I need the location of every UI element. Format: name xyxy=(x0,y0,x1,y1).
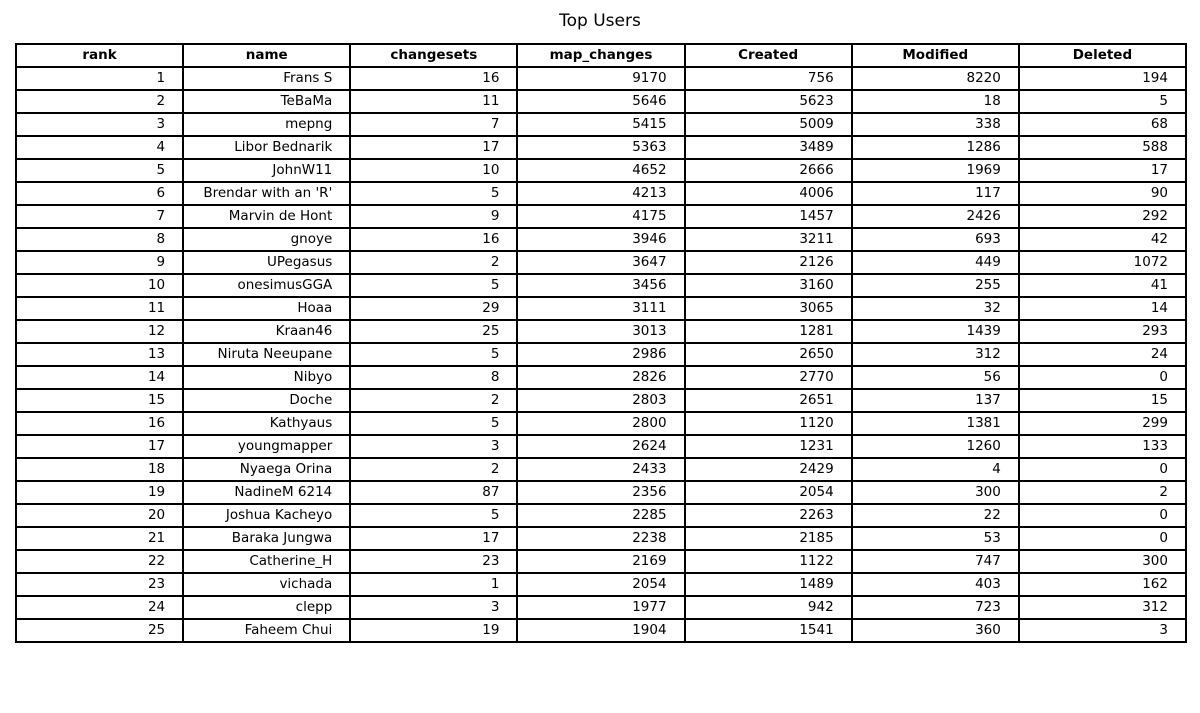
table-row xyxy=(16,596,1186,619)
table-cell-rank: 4 xyxy=(16,136,183,159)
table-cell-name: Kraan46 xyxy=(183,320,350,343)
table-cell-deleted: 17 xyxy=(1019,159,1186,182)
table-cell-deleted: 2 xyxy=(1019,481,1186,504)
table-cell-changesets: 17 xyxy=(350,136,517,159)
table-cell-map-changes: 2826 xyxy=(517,366,684,389)
table-row xyxy=(16,90,1186,113)
table-cell-deleted: 1072 xyxy=(1019,251,1186,274)
table-row xyxy=(16,297,1186,320)
table-cell-name: onesimusGGA xyxy=(183,274,350,297)
column-header-deleted: Deleted xyxy=(1019,44,1186,67)
table-cell-deleted: 194 xyxy=(1019,67,1186,90)
table-row xyxy=(16,435,1186,458)
table-cell-deleted: 0 xyxy=(1019,458,1186,481)
table-cell-rank: 25 xyxy=(16,619,183,642)
table-cell-deleted: 5 xyxy=(1019,90,1186,113)
table-cell-name: JohnW11 xyxy=(183,159,350,182)
table-cell-rank: 1 xyxy=(16,67,183,90)
table-cell-changesets: 3 xyxy=(350,435,517,458)
table-cell-map-changes: 4175 xyxy=(517,205,684,228)
table-cell-name: Baraka Jungwa xyxy=(183,527,350,550)
table-cell-map-changes: 4213 xyxy=(517,182,684,205)
table-cell-rank: 7 xyxy=(16,205,183,228)
table-cell-name: clepp xyxy=(183,596,350,619)
table-row xyxy=(16,182,1186,205)
table-cell-map-changes: 3111 xyxy=(517,297,684,320)
table-row xyxy=(16,458,1186,481)
table-cell-map-changes: 2624 xyxy=(517,435,684,458)
table-cell-modified: 360 xyxy=(852,619,1019,642)
column-header-name: name xyxy=(183,44,350,67)
table-row xyxy=(16,136,1186,159)
table-cell-rank: 20 xyxy=(16,504,183,527)
table-cell-created: 2054 xyxy=(685,481,852,504)
table-row xyxy=(16,159,1186,182)
table-cell-rank: 6 xyxy=(16,182,183,205)
table-cell-created: 2770 xyxy=(685,366,852,389)
table-cell-rank: 23 xyxy=(16,573,183,596)
table-cell-created: 5009 xyxy=(685,113,852,136)
table-cell-name: Niruta Neeupane xyxy=(183,343,350,366)
column-header-modified: Modified xyxy=(852,44,1019,67)
table-cell-created: 1281 xyxy=(685,320,852,343)
table-row xyxy=(16,343,1186,366)
table-cell-map-changes: 2803 xyxy=(517,389,684,412)
table-cell-name: mepng xyxy=(183,113,350,136)
table-cell-name: Faheem Chui xyxy=(183,619,350,642)
table-cell-created: 3211 xyxy=(685,228,852,251)
table-cell-name: Joshua Kacheyo xyxy=(183,504,350,527)
table-cell-created: 1231 xyxy=(685,435,852,458)
table-cell-modified: 2426 xyxy=(852,205,1019,228)
table-cell-changesets: 5 xyxy=(350,182,517,205)
table-row xyxy=(16,113,1186,136)
table-cell-name: Marvin de Hont xyxy=(183,205,350,228)
table-cell-changesets: 17 xyxy=(350,527,517,550)
table-cell-rank: 10 xyxy=(16,274,183,297)
table-cell-map-changes: 2433 xyxy=(517,458,684,481)
table-cell-rank: 13 xyxy=(16,343,183,366)
table-cell-changesets: 16 xyxy=(350,67,517,90)
table-cell-changesets: 2 xyxy=(350,458,517,481)
table-cell-created: 1122 xyxy=(685,550,852,573)
table-cell-modified: 53 xyxy=(852,527,1019,550)
table-header-row xyxy=(16,44,1186,67)
table-cell-deleted: 3 xyxy=(1019,619,1186,642)
table-cell-map-changes: 2285 xyxy=(517,504,684,527)
table-cell-deleted: 0 xyxy=(1019,504,1186,527)
table-cell-deleted: 162 xyxy=(1019,573,1186,596)
table-cell-rank: 2 xyxy=(16,90,183,113)
table-cell-rank: 24 xyxy=(16,596,183,619)
table-cell-changesets: 1 xyxy=(350,573,517,596)
table-cell-deleted: 42 xyxy=(1019,228,1186,251)
table-cell-deleted: 0 xyxy=(1019,527,1186,550)
table-cell-deleted: 0 xyxy=(1019,366,1186,389)
table-cell-changesets: 7 xyxy=(350,113,517,136)
table-cell-deleted: 292 xyxy=(1019,205,1186,228)
table-cell-deleted: 299 xyxy=(1019,412,1186,435)
table-cell-rank: 21 xyxy=(16,527,183,550)
table-cell-modified: 300 xyxy=(852,481,1019,504)
table-cell-map-changes: 1904 xyxy=(517,619,684,642)
table-cell-changesets: 19 xyxy=(350,619,517,642)
table-cell-modified: 1439 xyxy=(852,320,1019,343)
table-cell-map-changes: 5363 xyxy=(517,136,684,159)
table-cell-changesets: 2 xyxy=(350,389,517,412)
column-header-changesets: changesets xyxy=(350,44,517,67)
table-cell-name: Kathyaus xyxy=(183,412,350,435)
table-cell-changesets: 5 xyxy=(350,504,517,527)
table-row xyxy=(16,366,1186,389)
table-cell-modified: 18 xyxy=(852,90,1019,113)
table-cell-created: 2185 xyxy=(685,527,852,550)
table-row xyxy=(16,205,1186,228)
table-cell-name: UPegasus xyxy=(183,251,350,274)
table-cell-created: 1120 xyxy=(685,412,852,435)
table-cell-modified: 1381 xyxy=(852,412,1019,435)
table-cell-created: 2650 xyxy=(685,343,852,366)
table-cell-changesets: 5 xyxy=(350,343,517,366)
table-row xyxy=(16,67,1186,90)
table-cell-modified: 449 xyxy=(852,251,1019,274)
table-row xyxy=(16,320,1186,343)
table-cell-modified: 338 xyxy=(852,113,1019,136)
table-cell-changesets: 10 xyxy=(350,159,517,182)
table-cell-map-changes: 1977 xyxy=(517,596,684,619)
table-cell-deleted: 133 xyxy=(1019,435,1186,458)
table-row xyxy=(16,412,1186,435)
table-cell-deleted: 24 xyxy=(1019,343,1186,366)
table-cell-changesets: 3 xyxy=(350,596,517,619)
table-cell-deleted: 588 xyxy=(1019,136,1186,159)
table-cell-rank: 8 xyxy=(16,228,183,251)
table-cell-created: 4006 xyxy=(685,182,852,205)
table-cell-map-changes: 2054 xyxy=(517,573,684,596)
table-cell-rank: 15 xyxy=(16,389,183,412)
table-cell-name: Doche xyxy=(183,389,350,412)
table-cell-map-changes: 2800 xyxy=(517,412,684,435)
top-users-table xyxy=(15,43,1187,643)
table-cell-created: 2126 xyxy=(685,251,852,274)
table-cell-rank: 16 xyxy=(16,412,183,435)
table-row xyxy=(16,274,1186,297)
table-row xyxy=(16,550,1186,573)
table-cell-changesets: 5 xyxy=(350,274,517,297)
table-cell-changesets: 11 xyxy=(350,90,517,113)
table-cell-modified: 32 xyxy=(852,297,1019,320)
table-cell-deleted: 293 xyxy=(1019,320,1186,343)
table-cell-name: vichada xyxy=(183,573,350,596)
table-cell-name: Brendar with an 'R' xyxy=(183,182,350,205)
table-body xyxy=(16,67,1186,642)
table-cell-modified: 723 xyxy=(852,596,1019,619)
table-cell-changesets: 9 xyxy=(350,205,517,228)
table-row xyxy=(16,527,1186,550)
table-cell-map-changes: 2169 xyxy=(517,550,684,573)
table-cell-modified: 403 xyxy=(852,573,1019,596)
table-cell-modified: 1260 xyxy=(852,435,1019,458)
chart-title: Top Users xyxy=(559,11,641,31)
column-header-map-changes: map_changes xyxy=(517,44,684,67)
table-cell-map-changes: 3013 xyxy=(517,320,684,343)
table-cell-rank: 18 xyxy=(16,458,183,481)
table-cell-map-changes: 3946 xyxy=(517,228,684,251)
table-cell-changesets: 16 xyxy=(350,228,517,251)
table-cell-deleted: 90 xyxy=(1019,182,1186,205)
table-cell-modified: 747 xyxy=(852,550,1019,573)
table-cell-name: TeBaMa xyxy=(183,90,350,113)
table-cell-modified: 1286 xyxy=(852,136,1019,159)
table-cell-name: Frans S xyxy=(183,67,350,90)
table-cell-created: 3489 xyxy=(685,136,852,159)
table-cell-modified: 137 xyxy=(852,389,1019,412)
table-cell-map-changes: 5415 xyxy=(517,113,684,136)
table-cell-modified: 4 xyxy=(852,458,1019,481)
table-cell-created: 2651 xyxy=(685,389,852,412)
table-cell-modified: 56 xyxy=(852,366,1019,389)
table-cell-created: 1489 xyxy=(685,573,852,596)
table-cell-map-changes: 2986 xyxy=(517,343,684,366)
table-cell-rank: 17 xyxy=(16,435,183,458)
table-cell-changesets: 8 xyxy=(350,366,517,389)
table-cell-changesets: 87 xyxy=(350,481,517,504)
table-cell-modified: 22 xyxy=(852,504,1019,527)
table-row xyxy=(16,573,1186,596)
table-cell-map-changes: 2356 xyxy=(517,481,684,504)
table-cell-rank: 12 xyxy=(16,320,183,343)
table-cell-rank: 9 xyxy=(16,251,183,274)
table-cell-map-changes: 5646 xyxy=(517,90,684,113)
table-cell-created: 3160 xyxy=(685,274,852,297)
table-cell-deleted: 15 xyxy=(1019,389,1186,412)
table-cell-map-changes: 3647 xyxy=(517,251,684,274)
table-cell-modified: 693 xyxy=(852,228,1019,251)
table-cell-created: 756 xyxy=(685,67,852,90)
table-cell-created: 2263 xyxy=(685,504,852,527)
table-cell-name: NadineM 6214 xyxy=(183,481,350,504)
table-cell-deleted: 14 xyxy=(1019,297,1186,320)
table-cell-created: 2666 xyxy=(685,159,852,182)
table-cell-created: 1541 xyxy=(685,619,852,642)
table-cell-created: 5623 xyxy=(685,90,852,113)
table-row xyxy=(16,228,1186,251)
table-cell-deleted: 41 xyxy=(1019,274,1186,297)
table-row xyxy=(16,619,1186,642)
table-cell-name: youngmapper xyxy=(183,435,350,458)
column-header-created: Created xyxy=(685,44,852,67)
table-cell-map-changes: 3456 xyxy=(517,274,684,297)
table-cell-deleted: 300 xyxy=(1019,550,1186,573)
table-row xyxy=(16,481,1186,504)
table-cell-map-changes: 2238 xyxy=(517,527,684,550)
table-cell-name: Hoaa xyxy=(183,297,350,320)
table-cell-map-changes: 9170 xyxy=(517,67,684,90)
table-cell-name: gnoye xyxy=(183,228,350,251)
table-cell-modified: 255 xyxy=(852,274,1019,297)
table-cell-created: 2429 xyxy=(685,458,852,481)
table-row xyxy=(16,504,1186,527)
table-cell-rank: 19 xyxy=(16,481,183,504)
table-cell-modified: 1969 xyxy=(852,159,1019,182)
table-row xyxy=(16,389,1186,412)
table-cell-rank: 11 xyxy=(16,297,183,320)
table-cell-rank: 14 xyxy=(16,366,183,389)
table-cell-name: Nyaega Orina xyxy=(183,458,350,481)
table-cell-changesets: 23 xyxy=(350,550,517,573)
table-cell-changesets: 25 xyxy=(350,320,517,343)
table-cell-changesets: 5 xyxy=(350,412,517,435)
table-cell-rank: 3 xyxy=(16,113,183,136)
table-cell-changesets: 2 xyxy=(350,251,517,274)
column-header-rank: rank xyxy=(16,44,183,67)
table-cell-map-changes: 4652 xyxy=(517,159,684,182)
table-cell-modified: 117 xyxy=(852,182,1019,205)
table-cell-modified: 8220 xyxy=(852,67,1019,90)
table-cell-name: Nibyo xyxy=(183,366,350,389)
table-cell-modified: 312 xyxy=(852,343,1019,366)
table-cell-rank: 5 xyxy=(16,159,183,182)
table-cell-created: 3065 xyxy=(685,297,852,320)
table-cell-deleted: 68 xyxy=(1019,113,1186,136)
table-cell-rank: 22 xyxy=(16,550,183,573)
table-cell-created: 1457 xyxy=(685,205,852,228)
table-cell-deleted: 312 xyxy=(1019,596,1186,619)
table-cell-changesets: 29 xyxy=(350,297,517,320)
table-row xyxy=(16,251,1186,274)
table-cell-created: 942 xyxy=(685,596,852,619)
table-cell-name: Libor Bednarik xyxy=(183,136,350,159)
table-cell-name: Catherine_H xyxy=(183,550,350,573)
